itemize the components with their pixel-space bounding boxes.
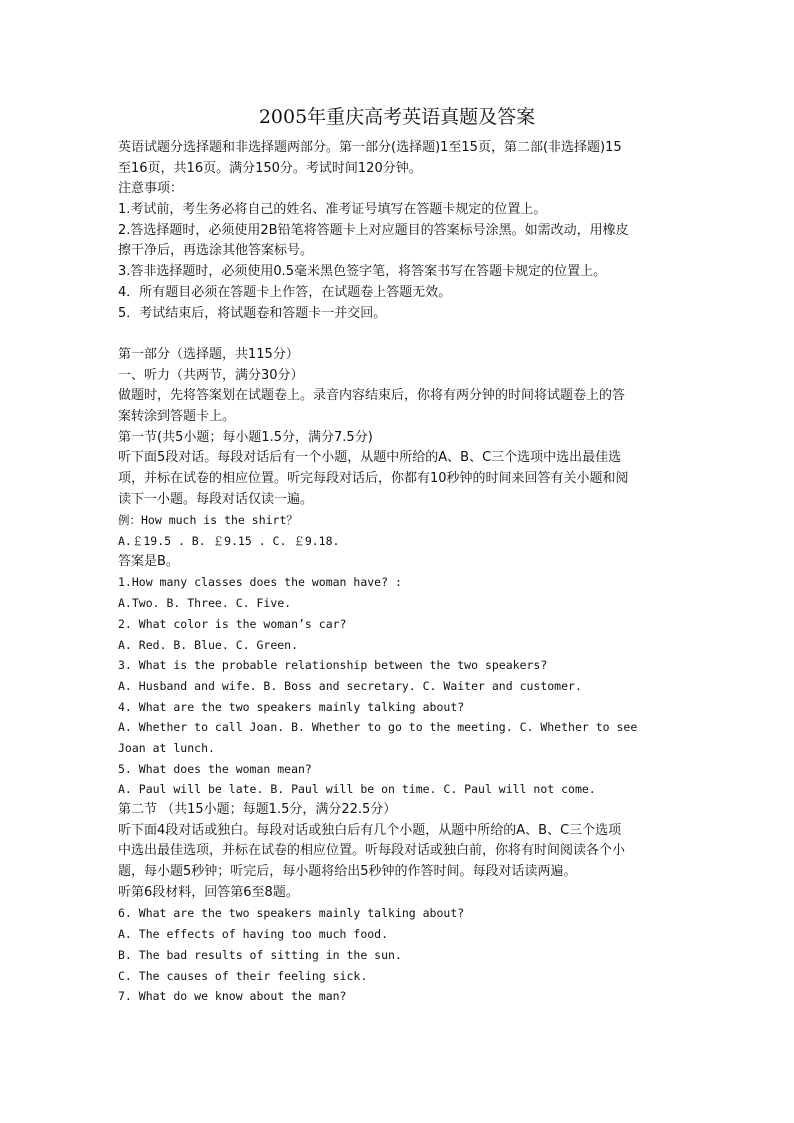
notice-line: 2.答选择题时，必须使用2B铅笔将答题卡上对应题目的答案标号涂黑。如需改动，用橡皮 — [118, 222, 629, 238]
notice-line: 4．所有题目必须在答题卡上作答，在试题卷上答题无效。 — [118, 284, 452, 300]
section-heading: 第二节 （共15小题；每题1.5分，满分22.5分） — [118, 802, 397, 817]
material-heading: 听第6段材料，回答第6至8题。 — [118, 884, 299, 900]
options-line: A.Two. B. Three. C. Five. — [118, 596, 292, 611]
blank-line — [118, 324, 678, 345]
listening-heading: 一、听力（共两节，满分30分） — [118, 367, 304, 383]
section-instruction-line: 项，并标在试卷的相应位置。听完每段对话后，你都有10秒钟的时间来回答有关小题和阅 — [118, 471, 629, 486]
question-line: 6. What are the two speakers mainly talking about? — [118, 906, 465, 921]
options-line: A. Paul will be late. B. Paul will be on time. C. Paul will not come. — [118, 782, 596, 797]
question-line: 5. What does the woman mean? — [118, 761, 312, 776]
question-line: 3. What is the probable relationship between the two speakers? — [118, 658, 548, 673]
example-answer: 答案是B。 — [118, 553, 179, 569]
options-line: Joan at lunch. — [118, 740, 215, 755]
page-title: 2005年重庆高考英语真题及答案 — [258, 106, 536, 128]
part-heading: 第一部分（选择题，共115分） — [118, 346, 299, 362]
question-line: 1.How many classes does the woman have? : — [118, 575, 402, 590]
question-line: 2. What color is the woman’s car? — [118, 616, 347, 631]
options-line: A. Husband and wife. B. Boss and secretary. C. Waiter and customer. — [118, 678, 582, 693]
options-line: A. Red. B. Blue. C. Green. — [118, 637, 299, 652]
intro-line: 英语试题分选择题和非选择题两部分。第一部分(选择题)1至15页，第二部(非选择题)15 — [118, 140, 622, 155]
section-instruction-line: 题，每小题5秒钟；听完后，每小题将给出5秒钟的作答时间。每段对话读两遍。 — [118, 864, 577, 880]
notice-line: 5．考试结束后，将试题卷和答题卡一并交回。 — [118, 305, 387, 321]
notice-line: 3.答非选择题时，必须使用0.5毫米黑色签字笔，将答案书写在答题卡规定的位置上。 — [118, 264, 607, 280]
options-line: A. Whether to call Joan. B. Whether to go to the meeting. C. Whether to see — [118, 720, 638, 735]
notice-line: 1.考试前，考生务必将自己的姓名、准考证号填写在答题卡规定的位置上。 — [118, 202, 547, 218]
question-line: 4. What are the two speakers mainly talking about? — [118, 699, 465, 714]
section-instruction-line: 读下一小题。每段对话仅读一遍。 — [118, 491, 314, 507]
options-line: C. The causes of their feeling sick. — [118, 968, 368, 983]
question-line: 7. What do we know about the man? — [118, 989, 347, 1004]
listening-intro-line: 案转涂到答题卡上。 — [118, 408, 236, 424]
section-instruction-line: 听下面4段对话或独白。每段对话或独白后有几个小题，从题中所给的A、B、C三个选项 — [118, 822, 622, 838]
notice-heading: 注意事项： — [118, 181, 184, 197]
example-question: 例：How much is the shirt？ — [118, 513, 298, 528]
section-instruction-line: 中选出最佳选项，并标在试卷的相应位置。听每段对话或独白前，你将有时间阅读各个小 — [118, 843, 626, 859]
section-heading: 第一节(共5小题；每小题1.5分，满分7.5分) — [118, 429, 373, 445]
options-line: B. The bad results of sitting in the sun. — [118, 947, 402, 962]
options-line: A. The effects of having too much food. — [118, 927, 389, 942]
document-body — [118, 138, 678, 1007]
listening-intro-line: 做题时，先将答案划在试题卷上。录音内容结束后，你将有两分钟的时间将试题卷上的答 — [118, 388, 626, 404]
section-instruction-line: 听下面5段对话。每段对话后有一个小题，从题中所给的A、B、C三个选项中选出最佳选 — [118, 450, 622, 466]
intro-line: 至16页，共16页。满分150分。考试时间120分钟。 — [118, 160, 422, 176]
example-options: A.￡19.5 . B. ￡9.15 . C. ￡9.18. — [118, 534, 340, 549]
notice-line: 擦干净后，再选涂其他答案标号。 — [118, 243, 314, 259]
